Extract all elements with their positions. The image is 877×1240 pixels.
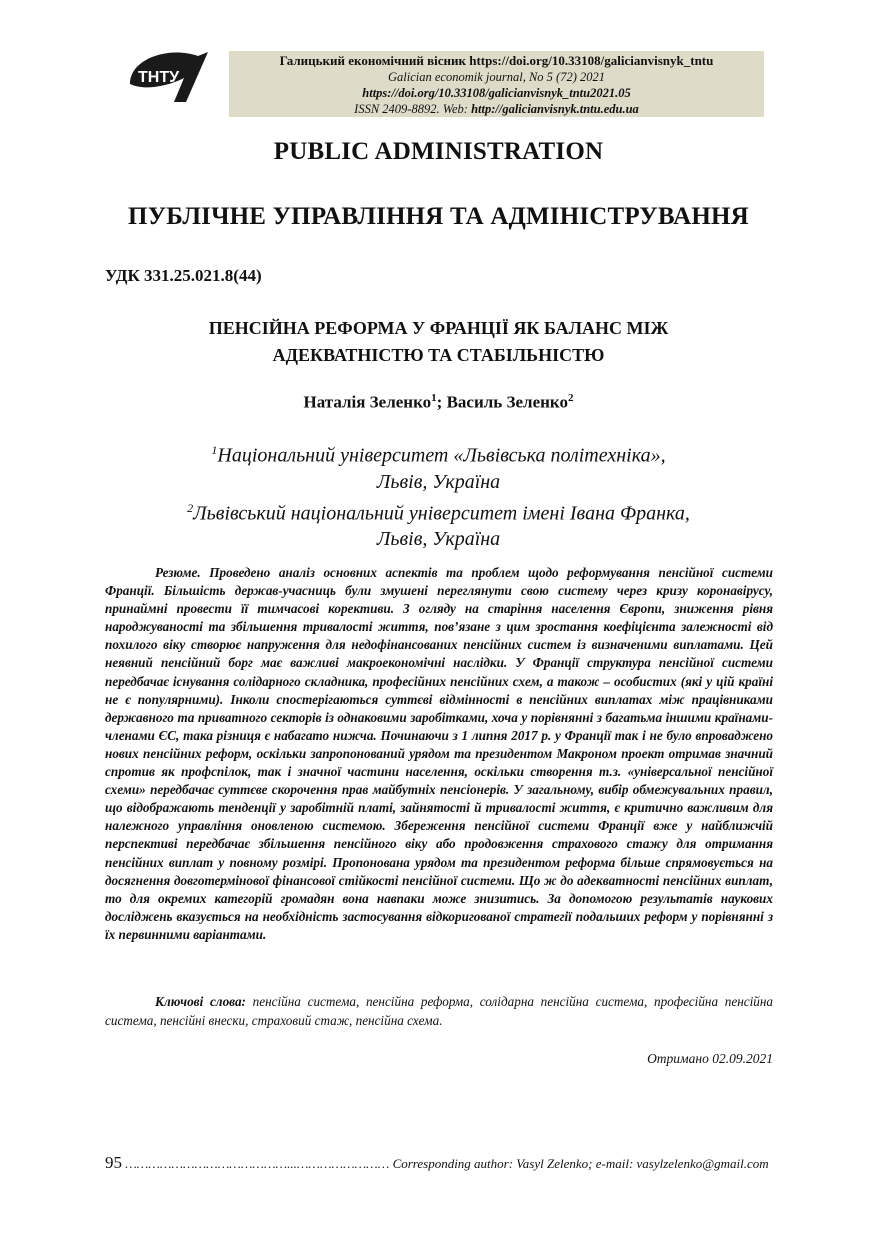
udc-code: УДК 331.25.021.8(44) (105, 266, 262, 285)
affiliations (0, 437, 877, 552)
journal-issue: Galician economik journal, No 5 (72) 2021 (388, 70, 605, 84)
authors (0, 392, 877, 413)
abstract (105, 564, 773, 944)
affiliation-1-name: Національний університет «Львівська політехніка», (217, 444, 666, 467)
author-2: Василь Зеленко (446, 392, 569, 412)
abstract-text: Проведено аналіз основних аспектів та проблем щодо реформування пенсійної системи Франції. Більшість держав-учасниць були змушені переглянути свою систему через кризу коронавірусу, принаймні провести її тимчасові корективи. З огляду на старіння населення Європи, зниження рівня народжуваності та збільшення тривалості життя, пов’язане з цим зростання коефіцієнта залежності від похилого віку створює напруження для недофінансованих пенсійних систем із визначеними виплатами. Цей неявний пенсійний борг має важливі макроекономічні наслідки. У Франції структура пенсійної системи передбачає існування солідарного складника, професійних пенсійних схем, а також – особистих (які у цій країні не є популярними). Інколи спостерігаються суттєві відмінності в пенсійних виплатах між працівниками державного та приватного секторів із однаковими заробітками, хоча у порівнянні з багатьма іншими країнами-членами ЄС, така різниця є набагато нижча. Починаючи з 1 липня 2017 р. у Франції так і не було впроваджено нових пенсійних реформ, оскільки запропонований урядом та президентом Макроном проект отримав значний спротив як профспілок, так і значної частини населення, оскільки створення т.з. «універсальної пенсійної схеми» передбачає суттєве скорочення прав майбутніх пенсіонерів. У загальному, вибір обмежувальних правил, що відображають тенденції у заробітній платі, зайнятості й тривалості життя, є критично важливим для належного управління оновленою системою. Збереження пенсійної системи Франції вже у найближчій перспективі передбачає збільшення пенсійного віку або продовження страхового стажу для отримання пенсійних виплат у повному розмірі. Пропонована урядом та президентом реформа більше спрямовується на досягнення довготермінової фінансової стійкості пенсійної системи. Що ж до адекватності пенсійних виплат, то для окремих категорій громадян вона навпаки може знизитись. За допомогою результатів наукових досліджень вказується на необхідність застосування відкоригованої стратегії подальших реформ у порівнянні з їх первинними варіантами. (105, 565, 773, 942)
affiliation-2 (0, 495, 877, 527)
title-line-1: ПЕНСІЙНА РЕФОРМА У ФРАНЦІЇ ЯК БАЛАНС МІЖ (208, 318, 669, 338)
journal-website-link[interactable]: http://galicianvisnyk.tntu.edu.ua (471, 102, 639, 116)
author-1-sup: 1 (431, 392, 437, 404)
author-separator: ; (436, 392, 447, 412)
received-date: Отримано 02.09.2021 (647, 1051, 773, 1066)
affiliation-1 (0, 437, 877, 469)
author-2-sup: 2 (568, 392, 574, 404)
issn-text: ISSN 2409-8892. Web: (354, 102, 472, 116)
affiliation-2-city: Львів, Україна (376, 528, 501, 551)
article-title (0, 315, 877, 369)
affiliation-1-sup: 1 (211, 443, 218, 457)
corresponding-author: Corresponding author: Vasyl Zelenko; e-mail: vasylzelenko@gmail.com (392, 1156, 769, 1171)
section-heading-en: PUBLIC ADMINISTRATION (273, 138, 604, 165)
issue-doi: https://doi.org/10.33108/galicianvisnyk_tntu2021.05 (362, 86, 631, 100)
journal-header (229, 51, 764, 117)
title-line-2: АДЕКВАТНІСТЮ ТА СТАБІЛЬНІСТЮ (272, 345, 605, 365)
affiliation-2-name: Львівський національний університет імені Івана Франка, (193, 502, 690, 525)
page-footer (105, 1153, 773, 1173)
affiliation-2-sup: 2 (187, 500, 194, 515)
page-number: 95 (105, 1153, 122, 1172)
logo-text: ТНТУ (138, 69, 180, 86)
author-1: Наталія Зеленко (303, 392, 432, 412)
issn-line (229, 101, 764, 117)
affiliation-1-city: Львів, Україна (376, 470, 501, 493)
keywords-text: пенсійна система, пенсійна реформа, солідарна пенсійна система, професійна пенсійна система, пенсійні внески, страховий стаж, пенсійна схема. (105, 994, 773, 1028)
footer-leader-dots: ……………………………………...…………………… (122, 1156, 393, 1171)
section-heading-ua: ПУБЛІЧНЕ УПРАВЛІННЯ ТА АДМІНІСТРУВАННЯ (128, 203, 749, 230)
journal-title: Галицький економічний вісник https://doi.org/10.33108/galicianvisnyk_tntu (279, 53, 714, 68)
keywords (105, 992, 773, 1030)
keywords-label: Ключові слова: (155, 994, 246, 1009)
abstract-label: Резюме. (155, 565, 201, 580)
university-logo (124, 44, 210, 110)
